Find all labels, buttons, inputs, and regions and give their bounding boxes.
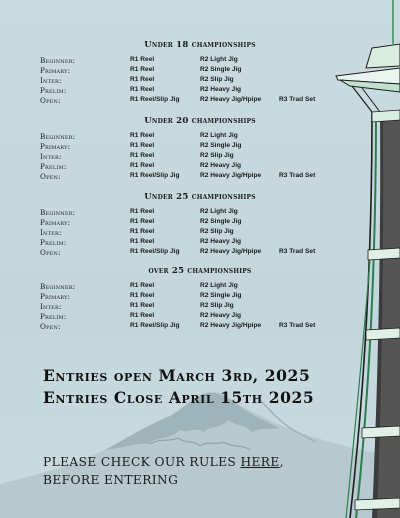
round-1: R1 Reel — [130, 162, 155, 169]
level-label: Primary: — [40, 66, 71, 75]
round-2: R2 Heavy Jig — [200, 162, 242, 169]
rules-prefix: PLEASE CHECK OUR RULES — [43, 455, 241, 469]
round-2: R2 Light Jig — [200, 208, 238, 215]
round-1: R1 Reel — [130, 292, 155, 299]
round-1: R1 Reel — [130, 142, 155, 149]
round-3: R3 Trad Set — [279, 248, 316, 255]
level-label: Beginner: — [40, 282, 76, 291]
round-2: R2 Light Jig — [200, 56, 238, 63]
round-1: R1 Reel — [130, 238, 155, 245]
level-label: Primary: — [40, 218, 71, 227]
level-label: Open: — [40, 96, 61, 105]
schedule-row — [0, 282, 400, 292]
level-label: Prelim: — [40, 238, 67, 247]
section-title: Under 25 championships — [144, 192, 256, 202]
round-2: R2 Heavy Jig/Hpipe — [200, 96, 262, 103]
entries-close-text: Entries Close April 15th 2025 — [43, 388, 315, 407]
round-2: R2 Single Jig — [200, 218, 242, 225]
schedule-row — [0, 228, 400, 238]
level-label: Open: — [40, 248, 61, 257]
section-title: Under 18 championships — [144, 40, 256, 50]
round-3: R3 Trad Set — [279, 96, 316, 103]
round-2: R2 Light Jig — [200, 132, 238, 139]
round-1: R1 Reel — [130, 228, 155, 235]
round-2: R2 Slip Jig — [200, 152, 234, 159]
round-1: R1 Reel — [130, 282, 155, 289]
level-label: Primary: — [40, 292, 71, 301]
rules-notice — [43, 455, 284, 469]
round-1: R1 Reel/Slip Jig — [130, 172, 180, 179]
round-1: R1 Reel — [130, 56, 155, 63]
round-3: R3 Trad Set — [279, 322, 316, 329]
level-label: Inter: — [40, 76, 62, 85]
schedule-row — [0, 152, 400, 162]
schedule-row — [0, 76, 400, 86]
round-1: R1 Reel — [130, 76, 155, 83]
round-2: R2 Heavy Jig — [200, 238, 242, 245]
round-1: R1 Reel — [130, 86, 155, 93]
schedule-row — [0, 86, 400, 96]
schedule-row — [0, 66, 400, 76]
schedule-row — [0, 142, 400, 152]
level-label: Inter: — [40, 228, 62, 237]
round-2: R2 Heavy Jig/Hpipe — [200, 172, 262, 179]
round-2: R2 Heavy Jig/Hpipe — [200, 322, 262, 329]
schedule-row — [0, 172, 400, 182]
level-label: Inter: — [40, 302, 62, 311]
round-2: R2 Heavy Jig/Hpipe — [200, 248, 262, 255]
round-1: R1 Reel — [130, 66, 155, 73]
round-1: R1 Reel — [130, 152, 155, 159]
round-2: R2 Single Jig — [200, 66, 242, 73]
round-1: R1 Reel — [130, 302, 155, 309]
schedule-row — [0, 302, 400, 312]
round-2: R2 Heavy Jig — [200, 312, 242, 319]
schedule-row — [0, 292, 400, 302]
round-2: R2 Single Jig — [200, 142, 242, 149]
rules-line-2: BEFORE ENTERING — [43, 473, 179, 487]
rules-suffix: , — [279, 455, 284, 469]
schedule-row — [0, 162, 400, 172]
level-label: Beginner: — [40, 132, 76, 141]
schedule-row — [0, 56, 400, 66]
level-label: Beginner: — [40, 56, 76, 65]
level-label: Open: — [40, 172, 61, 181]
schedule-row — [0, 132, 400, 142]
schedule-row — [0, 218, 400, 228]
level-label: Open: — [40, 322, 61, 331]
level-label: Beginner: — [40, 208, 76, 217]
round-2: R2 Slip Jig — [200, 76, 234, 83]
level-label: Prelim: — [40, 162, 67, 171]
schedule-row — [0, 238, 400, 248]
level-label: Primary: — [40, 142, 71, 151]
level-label: Prelim: — [40, 86, 67, 95]
schedule-row — [0, 96, 400, 106]
schedule-row — [0, 312, 400, 322]
level-label: Prelim: — [40, 312, 67, 321]
round-1: R1 Reel/Slip Jig — [130, 322, 180, 329]
round-2: R2 Single Jig — [200, 292, 242, 299]
round-1: R1 Reel/Slip Jig — [130, 248, 180, 255]
round-2: R2 Light Jig — [200, 282, 238, 289]
entries-open-text: Entries open March 3rd, 2025 — [43, 366, 311, 385]
section-title: over 25 championships — [148, 266, 252, 276]
round-1: R1 Reel — [130, 312, 155, 319]
schedule-row — [0, 322, 400, 332]
schedule-row — [0, 248, 400, 258]
round-1: R1 Reel — [130, 208, 155, 215]
round-1: R1 Reel/Slip Jig — [130, 96, 180, 103]
round-2: R2 Heavy Jig — [200, 86, 242, 93]
round-2: R2 Slip Jig — [200, 302, 234, 309]
round-1: R1 Reel — [130, 132, 155, 139]
round-3: R3 Trad Set — [279, 172, 316, 179]
section-title: Under 20 championships — [144, 116, 256, 126]
round-1: R1 Reel — [130, 218, 155, 225]
level-label: Inter: — [40, 152, 62, 161]
schedule-row — [0, 208, 400, 218]
rules-link[interactable]: HERE — [240, 455, 280, 469]
round-2: R2 Slip Jig — [200, 228, 234, 235]
